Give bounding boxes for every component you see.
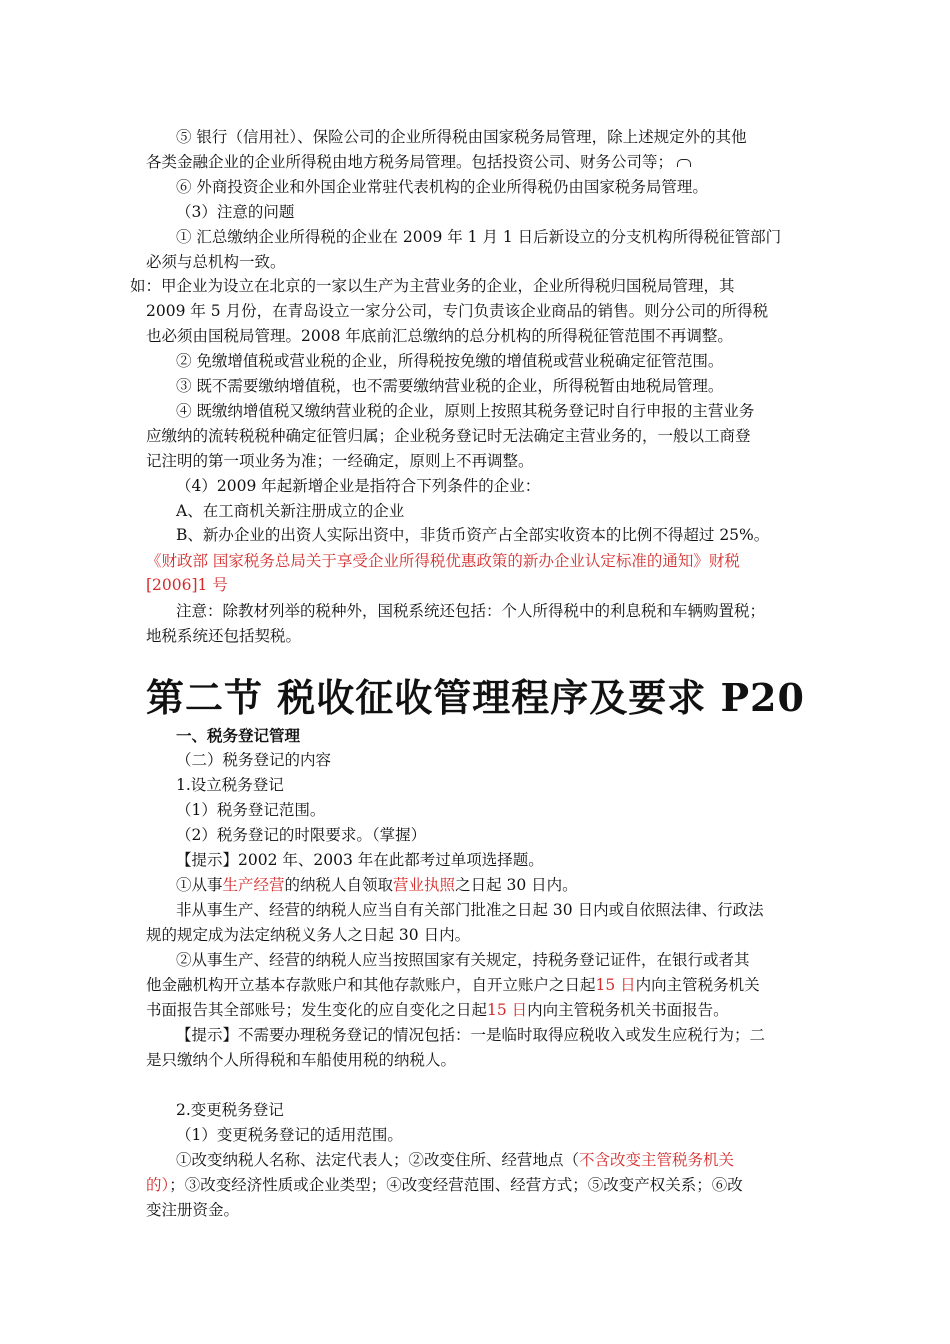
paragraph-change-items-2	[0, 1173, 950, 1197]
paragraph-line: ⑥ 外商投资企业和外国企业常驻代表机构的企业所得税仍由国家税务局管理。	[176, 177, 708, 196]
text-segment: 内向主管税务机关书面报告。	[527, 1001, 729, 1019]
paragraph-line: ② 免缴增值税或营业税的企业，所得税按免缴的增值税或营业税确定征管范围。	[176, 352, 724, 371]
paragraph-bank-account-1: ②从事生产、经营的纳税人应当按照国家有关规定，持税务登记证件，在银行或者其	[176, 951, 750, 969]
line-setup-registration: 1.设立税务登记	[176, 776, 284, 794]
text-segment: 他金融机构开立基本存款账户和其他存款账户，自开立账户之日起	[146, 976, 596, 994]
red-notice-line-1: 《财政部 国家税务总局关于享受企业所得税优惠政策的新办企业认定标准的通知》财税	[146, 552, 740, 570]
note-line-2: 地税系统还包括契税。	[146, 627, 302, 645]
paragraph-non-production-1: 非从事生产、经营的纳税人应当自有关部门批准之日起 30 日内或自依照法律、行政法	[176, 901, 764, 919]
tip-no-registration-1: 【提示】不需要办理税务登记的情况包括：一是临时取得应税收入或发生应税行为；二	[176, 1026, 766, 1044]
paragraph-line: A、在工商机关新注册成立的企业	[176, 501, 405, 520]
highlight-production: 生产经营	[222, 876, 285, 894]
paragraph-line: B、新办企业的出资人实际出资中，非货币资产占全部实收资本的比例不得超过 25%。	[176, 526, 770, 545]
paragraph-line: 也必须由国税局管理。2008 年底前汇总缴纳的总分机构的所得税征管范围不再调整。	[146, 327, 733, 346]
highlight-exclusion-end: 的）	[146, 1176, 170, 1194]
subheading-tax-registration: 一、税务登记管理	[176, 726, 301, 745]
paragraph-line: ① 汇总缴纳企业所得税的企业在 2009 年 1 月 1 日后新设立的分支机构所得税征管部门	[176, 227, 782, 246]
paragraph-line: ⑤ 银行（信用社）、保险公司的企业所得税由国家税务局管理，除上述规定外的其他	[176, 128, 747, 146]
tip-exam-line: 【提示】2002 年、2003 年在此都考过单项选择题。	[176, 851, 544, 869]
highlight-license: 营业执照	[393, 876, 456, 894]
paragraph-change-items-3: 变注册资金。	[146, 1201, 240, 1219]
paragraph-line: （4）2009 年起新增企业是指符合下列条件的企业：	[176, 476, 541, 495]
highlight-15-days: 15 日	[595, 976, 636, 994]
line-change-registration: 2.变更税务登记	[176, 1101, 284, 1119]
text-segment: 内向主管税务机关	[635, 976, 760, 994]
text-segment: 的纳税人自领取	[284, 876, 394, 894]
line-registration-content: （二）税务登记的内容	[176, 751, 332, 769]
red-notice-line-2: [2006]1 号	[146, 576, 228, 594]
section-title: 第二节 税收征收管理程序及要求 P20	[146, 675, 805, 720]
paragraph-non-production-2: 规的规定成为法定纳税义务人之日起 30 日内。	[146, 926, 471, 944]
paragraph-line: 如：甲企业为设立在北京的一家以生产为主营业务的企业，企业所得税归国税局管理，其	[130, 277, 735, 296]
highlight-15-days: 15 日	[487, 1001, 528, 1019]
line-registration-scope: （1）税务登记范围。	[176, 801, 326, 819]
paragraph-line: 各类金融企业的企业所得税由地方税务局管理。包括投资公司、财务公司等；	[0, 150, 950, 174]
paragraph-bank-account-2	[0, 973, 950, 997]
text-segment: 之日起 30 日内。	[455, 876, 578, 894]
paragraph-line: ④ 既缴纳增值税又缴纳营业税的企业，原则上按照其税务登记时自行申报的主营业务	[176, 401, 755, 420]
paragraph-line: （3）注意的问题	[176, 202, 295, 221]
paragraph-production-business	[0, 873, 950, 897]
paragraph-line: 记注明的第一项业务为准；一经确定，原则上不再调整。	[146, 451, 534, 470]
text-segment: 书面报告其全部账号；发生变化的应自变化之日起	[146, 1001, 488, 1019]
tip-no-registration-2: 是只缴纳个人所得税和车船使用税的纳税人。	[146, 1051, 457, 1069]
insert-caret-mark	[677, 159, 691, 167]
text-segment: ①改变纳税人名称、法定代表人；②改变住所、经营地点（	[176, 1151, 580, 1169]
paragraph-line: 2009 年 5 月份，在青岛设立一家分公司，专门负责该企业商品的销售。则分公司的所得税	[146, 302, 769, 321]
paragraph-line: ③ 既不需要缴纳增值税，也不需要缴纳营业税的企业，所得税暂由地税局管理。	[176, 377, 724, 395]
line-change-scope: （1）变更税务登记的适用范围。	[176, 1126, 403, 1144]
highlight-exclusion: 不含改变主管税务机关	[579, 1151, 735, 1169]
paragraph-bank-account-3	[0, 998, 950, 1022]
line-registration-deadline: （2）税务登记的时限要求。（掌握）	[176, 826, 427, 844]
paragraph-line: 必须与总机构一致。	[146, 252, 286, 271]
text-segment: ①从事	[176, 876, 223, 894]
paragraph-line: 应缴纳的流转税税种确定征管归属；企业税务登记时无法确定主营业务的，一般以工商登	[146, 426, 751, 445]
text-segment: ；③改变经济性质或企业类型；④改变经营范围、经营方式；⑤改变产权关系；⑥改	[169, 1176, 743, 1194]
note-line-1: 注意：除教材列举的税种外，国税系统还包括：个人所得税中的利息税和车辆购置税；	[176, 602, 766, 620]
paragraph-change-items-1	[0, 1148, 950, 1172]
